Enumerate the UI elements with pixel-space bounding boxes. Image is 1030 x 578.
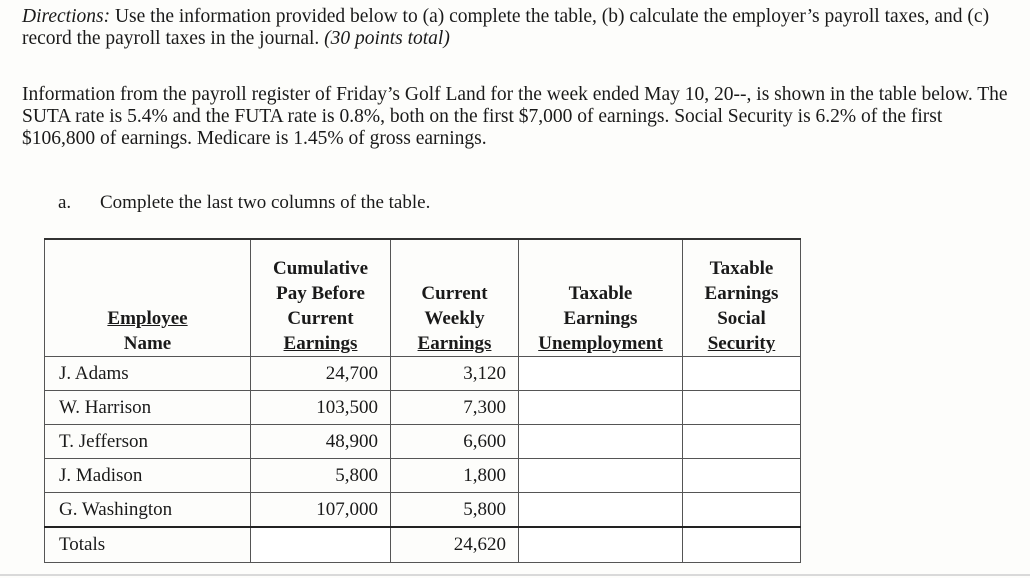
totals-unemployment-cell[interactable] bbox=[519, 527, 683, 563]
totals-cumulative-cell bbox=[251, 527, 391, 563]
current-earnings: 1,800 bbox=[391, 459, 519, 493]
points-total: (30 points total) bbox=[324, 28, 450, 49]
part-a-instruction bbox=[58, 192, 430, 214]
taxable-social-security-cell[interactable] bbox=[683, 391, 801, 425]
employee-name: G. Washington bbox=[45, 493, 251, 528]
employee-name: W. Harrison bbox=[45, 391, 251, 425]
part-a-marker: a. bbox=[58, 192, 72, 213]
taxable-unemployment-cell[interactable] bbox=[519, 391, 683, 425]
table-row bbox=[45, 493, 801, 528]
table-row bbox=[45, 391, 801, 425]
table-header-row bbox=[45, 239, 801, 357]
cumulative-pay: 107,000 bbox=[251, 493, 391, 528]
taxable-unemployment-cell[interactable] bbox=[519, 493, 683, 528]
employee-name: J. Adams bbox=[45, 357, 251, 391]
taxable-social-security-cell[interactable] bbox=[683, 459, 801, 493]
taxable-unemployment-cell[interactable] bbox=[519, 425, 683, 459]
taxable-social-security-cell[interactable] bbox=[683, 357, 801, 391]
employee-name: J. Madison bbox=[45, 459, 251, 493]
totals-social-security-cell[interactable] bbox=[683, 527, 801, 563]
totals-row bbox=[45, 527, 801, 563]
part-a-text: Complete the last two columns of the table. bbox=[100, 192, 431, 213]
header-employee-name: Employee Name bbox=[45, 239, 251, 357]
current-earnings: 7,300 bbox=[391, 391, 519, 425]
taxable-unemployment-cell[interactable] bbox=[519, 459, 683, 493]
cumulative-pay: 48,900 bbox=[251, 425, 391, 459]
directions-label: Directions: bbox=[22, 6, 111, 27]
totals-label: Totals bbox=[45, 527, 251, 563]
header-taxable-unemployment: Taxable Earnings Unemployment bbox=[519, 239, 683, 357]
taxable-unemployment-cell[interactable] bbox=[519, 357, 683, 391]
directions-text: Use the information provided below to (a) complete the table, (b) calculate the employer’s payroll taxes, and (c) record the payroll taxes in the journal. bbox=[22, 6, 990, 49]
employee-name: T. Jefferson bbox=[45, 425, 251, 459]
information-paragraph: Information from the payroll register of Friday’s Golf Land for the week ended May 10, 20--, is shown in the table below. The SUTA rate is 5.4% and the FUTA rate is 0.8%, both on the first $7,000 of earnings. Social Security is 6.2% of the first $106,800 of earnings. Medicare is 1.45% of gross earnings. bbox=[22, 84, 1008, 149]
header-current-weekly-earnings: Current Weekly Earnings bbox=[391, 239, 519, 357]
current-earnings: 6,600 bbox=[391, 425, 519, 459]
payroll-table bbox=[44, 238, 801, 563]
current-earnings: 3,120 bbox=[391, 357, 519, 391]
table-row bbox=[45, 425, 801, 459]
totals-current-earnings: 24,620 bbox=[391, 527, 519, 563]
header-taxable-social-security: Taxable Earnings Social Security bbox=[683, 239, 801, 357]
table-row bbox=[45, 459, 801, 493]
current-earnings: 5,800 bbox=[391, 493, 519, 528]
page-bottom-rule bbox=[0, 574, 1030, 576]
cumulative-pay: 5,800 bbox=[251, 459, 391, 493]
taxable-social-security-cell[interactable] bbox=[683, 493, 801, 528]
cumulative-pay: 24,700 bbox=[251, 357, 391, 391]
directions-paragraph bbox=[22, 6, 1012, 50]
header-cumulative-pay: Cumulative Pay Before Current Earnings bbox=[251, 239, 391, 357]
cumulative-pay: 103,500 bbox=[251, 391, 391, 425]
taxable-social-security-cell[interactable] bbox=[683, 425, 801, 459]
table-row bbox=[45, 357, 801, 391]
